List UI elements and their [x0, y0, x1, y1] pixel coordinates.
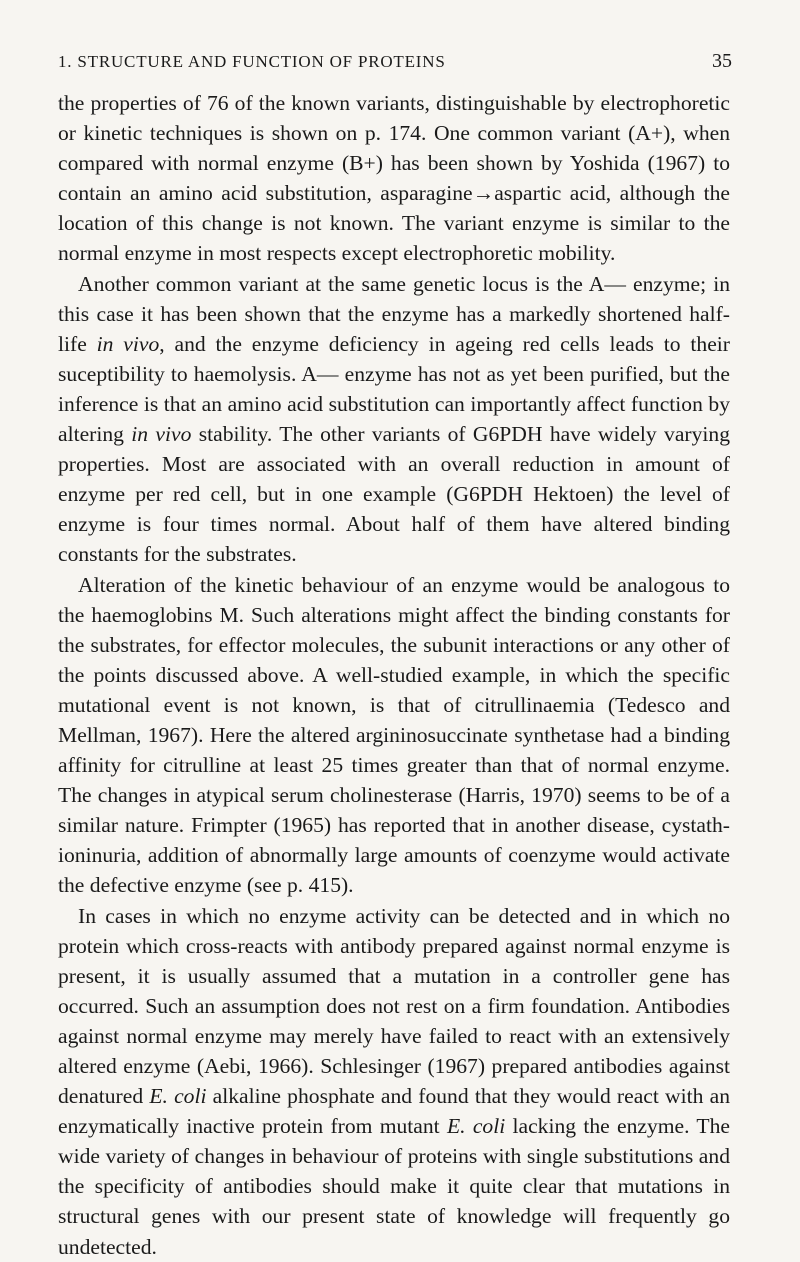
- paragraph-2: [58, 269, 730, 570]
- italic-term: E. coli: [149, 1084, 207, 1109]
- text-segment: , and the enzyme deficiency in ageing red cells leads to their suceptibility to haemolysis. A— enzyme has not as yet been purified, but the inference is that an amino acid substitution can importantly affect function by altering: [58, 331, 730, 447]
- page-header: [58, 50, 732, 73]
- text-segment: alkaline phosphate and found that they would react with an enzymatically inactive protein from mutant: [58, 1084, 730, 1139]
- text-segment: stability. The other variants of G6PDH have widely varying properties. Most are associated with an overall reduction in amount of enzyme per red cell, but in one example (G6PDH Hektoen) the level of enzyme is four times normal. About half of them have altered binding constants for the substrates.: [58, 422, 730, 567]
- text-segment: In cases in which no enzyme activity can be detected and in which no protein which cross-reacts with antibody prepared against normal enzyme is present, it is usually assumed that a mutation in a controller gene has occurred. Such an assumption does not rest on a firm foundation. Antibodies against normal enzyme may merely have failed to react with an extensively altered enzyme (Aebi, 1966). Schlesinger (1967) prepared antibodies against denatured: [58, 903, 730, 1109]
- italic-term: in vivo: [96, 331, 160, 356]
- body-text: [58, 88, 730, 1262]
- text-segment: Another common variant at the same genetic locus is the A— enzyme; in this case it has been shown that the enzyme has a markedly shortened half-life: [58, 271, 730, 356]
- page-number: 35: [712, 50, 732, 72]
- italic-term: E. coli: [446, 1114, 506, 1139]
- running-head: 1. STRUCTURE AND FUNCTION OF PROTEINS: [58, 52, 446, 71]
- text-segment: lacking the enzyme. The wide variety of changes in behaviour of proteins with single substitutions and the specificity of antibodies should make it quite clear that mutations in structural genes with our present state of knowledge will frequently go undetected.: [58, 1114, 730, 1259]
- text-segment: the properties of 76 of the known variants, distinguishable by electrophoretic or kinetic techniques is shown on p. 174. One common variant (A+), when compared with normal enzyme (B+) has been shown by Yoshida (1967) to contain an amino acid substitution, asparagine→aspartic acid, although the location of this change is not known. The variant enzyme is similar to the normal enzyme in most respects except electrophoretic mobility.: [58, 91, 730, 266]
- text-segment: Alteration of the kinetic behaviour of an enzyme would be analogous to the haemoglobins M. Such alterations might affect the binding constants for the substrates, for effector molecules, the subunit interactions or any other of the points discussed above. A well-studied example, in which the specific mutational event is not known, is that of citrullinaemia (Tedesco and Mellman, 1967). Here the altered argininosuccinate synthetase had a binding affinity for citrulline at least 25 times greater than that of normal enzyme. The changes in atypical serum cholinesterase (Harris, 1970) seems to be of a similar nature. Frimpter (1965) has reported that in another disease, cystathioninuria, addition of abnormally large amounts of coenzyme would activate the defective enzyme (see p. 415).: [58, 572, 730, 898]
- paragraph-1: [58, 88, 730, 269]
- paragraph-4: [58, 901, 730, 1262]
- paragraph-3: [58, 570, 730, 901]
- italic-term: in vivo: [131, 422, 192, 447]
